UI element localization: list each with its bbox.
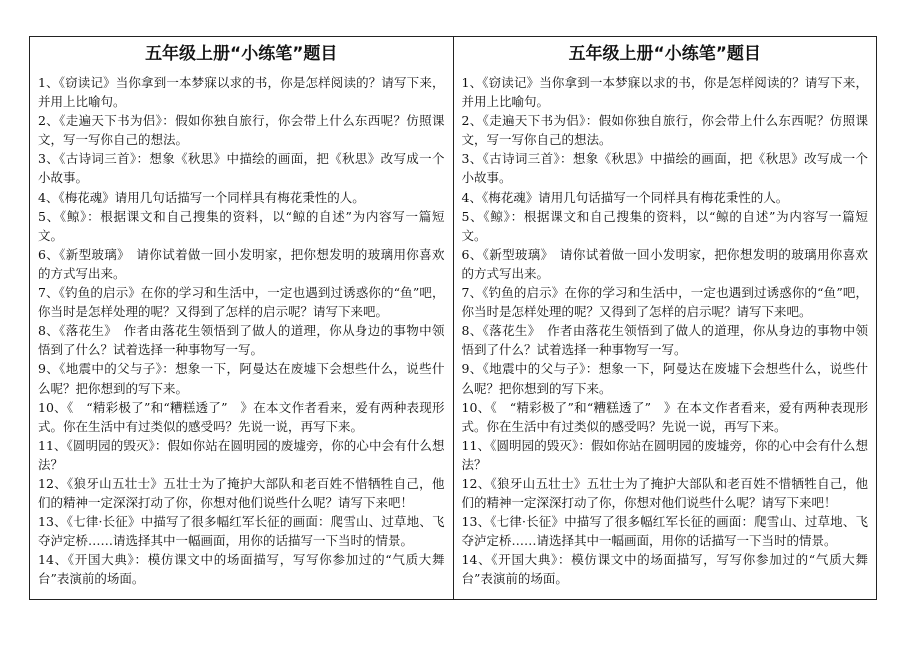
prompt-item: 6、《新型玻璃》 请你试着做一回小发明家，把你想发明的玻璃用你喜欢的方式写出来。 [461, 246, 868, 281]
prompt-item: 7、《钓鱼的启示》在你的学习和生活中，一定也遇到过诱惑你的“鱼”吧，你当时是怎样处理的呢？又得到了怎样的启示呢？请写下来吧。 [461, 285, 868, 320]
prompt-item: 5、《鲸》：根据课文和自己搜集的资料，以“鲸的自述”为内容写一篇短文。 [38, 208, 445, 243]
worksheet-table [29, 36, 877, 600]
prompt-item: 8、《落花生》 作者由落花生领悟到了做人的道理，你从身边的事物中领悟到了什么？试着选择一种事物写一写。 [38, 323, 445, 358]
column-title: 五年级上册“小练笔”题目 [568, 44, 761, 64]
prompt-item: 3、《古诗词三首》：想象《秋思》中描绘的画面，把《秋思》改写成一个小故事。 [38, 151, 445, 186]
prompt-item: 11、《圆明园的毁灭》：假如你站在圆明园的废墟旁，你的心中会有什么想法？ [461, 437, 868, 472]
prompt-item: 12、《狼牙山五壮士》五壮士为了掩护大部队和老百姓不惜牺牲自己，他们的精神一定深深打动了你，你想对他们说些什么呢？请写下来吧！ [38, 475, 445, 511]
prompt-list [462, 73, 869, 589]
prompt-item: 10、《 “精彩极了”和“糟糕透了” 》在本文作者看来，爱有两种表现形式。你在生活中有过类似的感受吗？先说一说，再写下来。 [461, 399, 868, 434]
prompt-item: 13、《七律·长征》中描写了很多幅红军长征的画面：爬雪山、过草地、飞夺泸定桥……请选择其中一幅画面，用你的话描写一下当时的情景。 [38, 514, 445, 549]
prompt-item: 13、《七律·长征》中描写了很多幅红军长征的画面：爬雪山、过草地、飞夺泸定桥……请选择其中一幅画面，用你的话描写一下当时的情景。 [461, 514, 868, 549]
prompt-item: 11、《圆明园的毁灭》：假如你站在圆明园的废墟旁，你的心中会有什么想法？ [38, 437, 445, 472]
prompt-item: 1、《窃读记》当你拿到一本梦寐以求的书，你是怎样阅读的？请写下来，并用上比喻句。 [38, 75, 445, 110]
prompt-item: 8、《落花生》 作者由落花生领悟到了做人的道理，你从身边的事物中领悟到了什么？试着选择一种事物写一写。 [461, 323, 868, 358]
prompt-item: 14、《开国大典》：模仿课文中的场面描写，写写你参加过的“气质大舞台”表演前的场面。 [461, 552, 868, 587]
left-column [30, 37, 453, 599]
prompt-item: 4、《梅花魂》请用几句话描写一个同样具有梅花秉性的人。 [461, 189, 789, 205]
prompt-item: 9、《地震中的父与子》：想象一下，阿曼达在废墟下会想些什么，说些什么呢？把你想到的写下来。 [461, 361, 868, 396]
prompt-item: 9、《地震中的父与子》：想象一下，阿曼达在废墟下会想些什么，说些什么呢？把你想到的写下来。 [38, 361, 445, 396]
prompt-item: 12、《狼牙山五壮士》五壮士为了掩护大部队和老百姓不惜牺牲自己，他们的精神一定深深打动了你，你想对他们说些什么呢？请写下来吧！ [461, 475, 868, 511]
prompt-item: 5、《鲸》：根据课文和自己搜集的资料，以“鲸的自述”为内容写一篇短文。 [461, 208, 868, 243]
prompt-list [38, 73, 445, 589]
prompt-item: 2、《走遍天下书为侣》：假如你独自旅行，你会带上什么东西呢？仿照课文，写一写你自己的想法。 [38, 113, 445, 148]
prompt-item: 10、《 “精彩极了”和“糟糕透了” 》在本文作者看来，爱有两种表现形式。你在生活中有过类似的感受吗？先说一说，再写下来。 [38, 399, 445, 434]
prompt-item: 14、《开国大典》：模仿课文中的场面描写，写写你参加过的“气质大舞台”表演前的场面。 [38, 552, 445, 587]
prompt-item: 6、《新型玻璃》 请你试着做一回小发明家，把你想发明的玻璃用你喜欢的方式写出来。 [38, 246, 445, 281]
right-column [453, 37, 877, 599]
prompt-item: 2、《走遍天下书为侣》：假如你独自旅行，你会带上什么东西呢？仿照课文，写一写你自己的想法。 [461, 113, 868, 148]
column-title: 五年级上册“小练笔”题目 [145, 44, 338, 64]
prompt-item: 7、《钓鱼的启示》在你的学习和生活中，一定也遇到过诱惑你的“鱼”吧，你当时是怎样处理的呢？又得到了怎样的启示呢？请写下来吧。 [38, 285, 445, 320]
prompt-item: 4、《梅花魂》请用几句话描写一个同样具有梅花秉性的人。 [38, 189, 365, 205]
prompt-item: 1、《窃读记》当你拿到一本梦寐以求的书，你是怎样阅读的？请写下来，并用上比喻句。 [461, 75, 868, 110]
prompt-item: 3、《古诗词三首》：想象《秋思》中描绘的画面，把《秋思》改写成一个小故事。 [461, 151, 868, 186]
